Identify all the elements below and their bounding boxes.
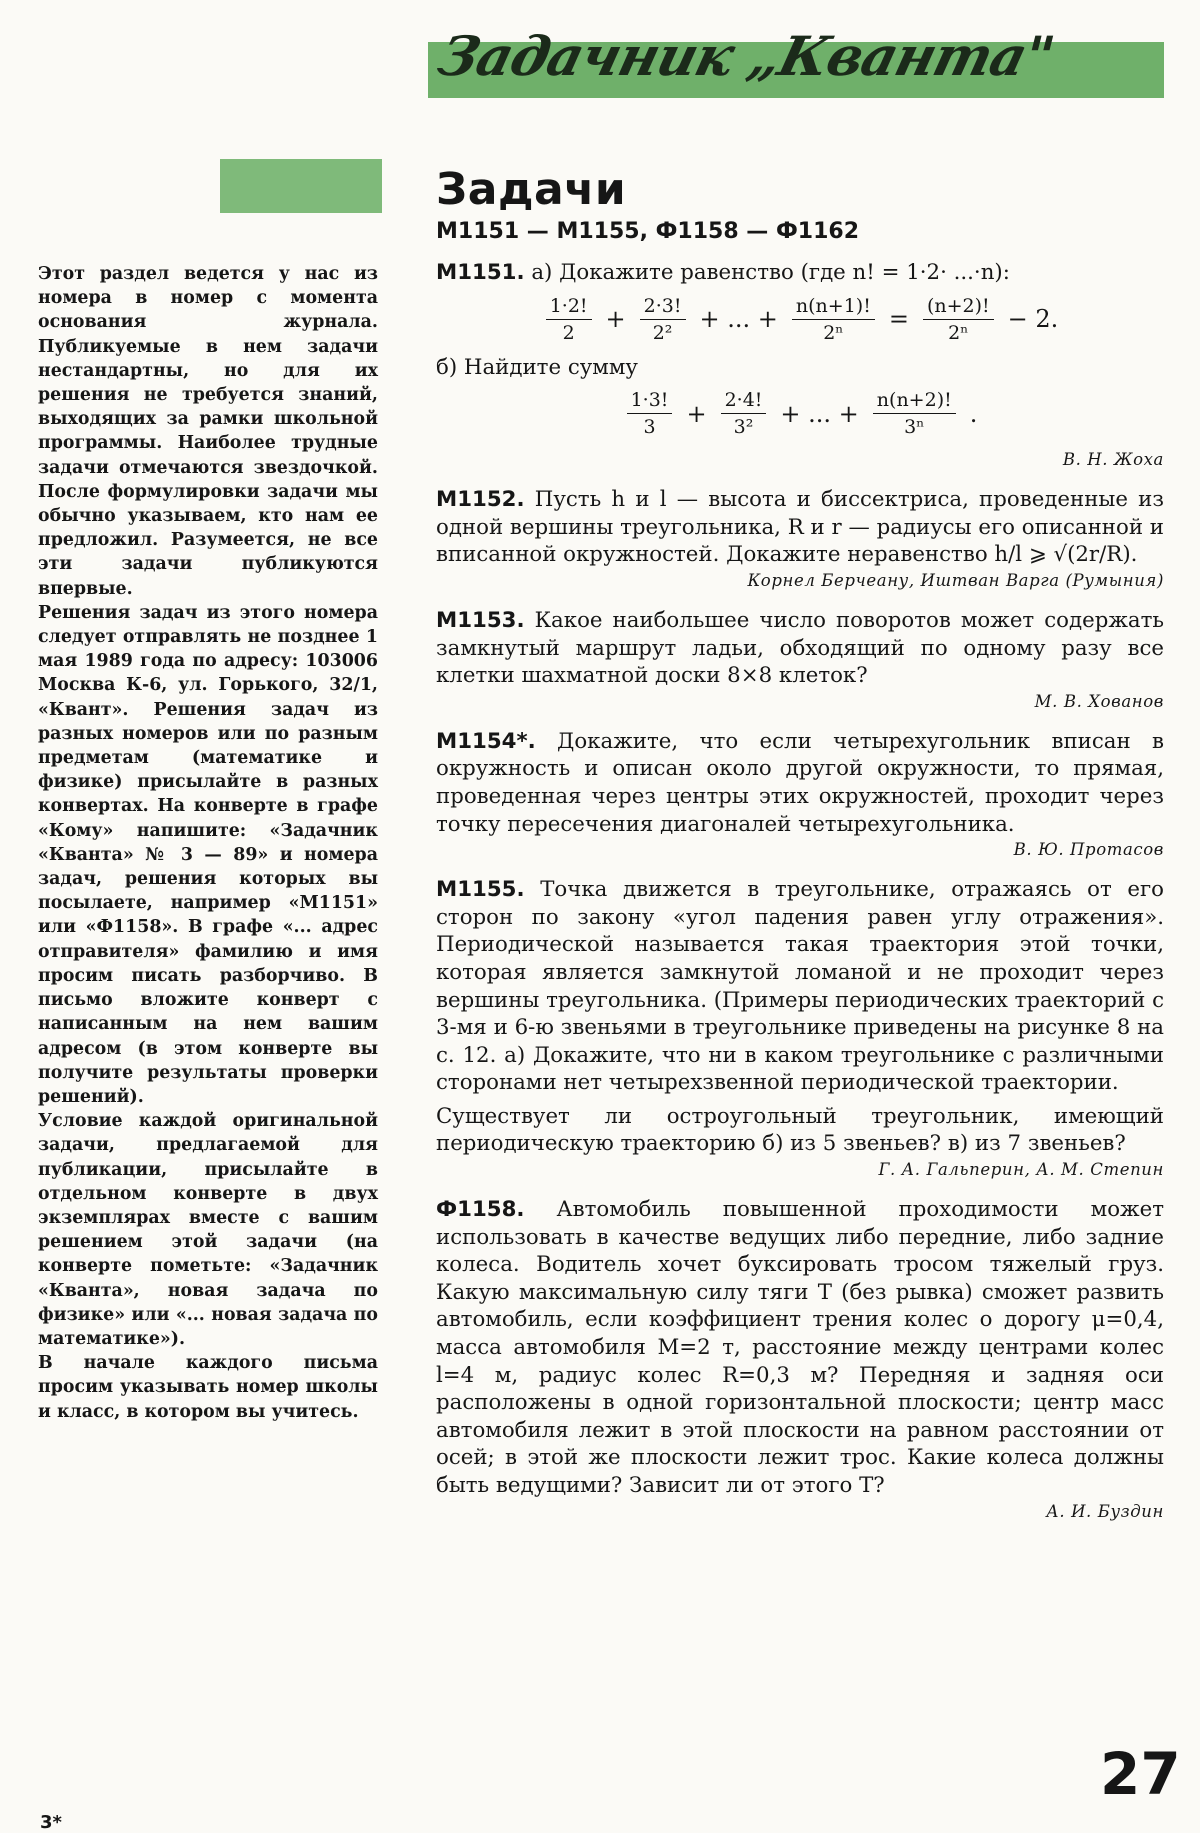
numerator: 2·4!: [721, 389, 767, 414]
problem-m1154: [436, 728, 1164, 838]
denominator: 3: [643, 416, 656, 439]
problem-m1151: [436, 259, 1164, 287]
formula-tail: − 2.: [1007, 305, 1059, 334]
problem-number: М1154*.: [436, 728, 536, 754]
banner-title: Задачник „Кванта": [432, 24, 1061, 88]
problem-author: М. В. Хованов: [1034, 691, 1164, 711]
problem-text: Докажите, что если четырехугольник вписан в окружность и описан около другой окружности, то прямая, проведенная через центры этих окружностей, проходит через точку пересечения диагоналей четырехугольника.: [436, 728, 1164, 837]
problem-text: Точка движется в треугольнике, отражаясь от его сторон по закону «угол падения равен углу отражения». Периодической называется такая траектория этой точки, которая является замкнутой ломаной и не проходит через вершины треугольника. (Примеры периодических траекторий с 3-мя и 6-ю звеньями в треугольнике приведены на рисунке 8 на с. 12. а) Докажите, что ни в каком треугольнике с различными сторонами нет четырехзвенной периодической траектории.: [436, 877, 1164, 1096]
problem-text: а) Докажите равенство (где n! = 1·2· ...·n):: [524, 260, 1010, 285]
numerator: n(n+2)!: [873, 389, 956, 414]
problem-number: М1153.: [436, 607, 525, 633]
problem-m1152: [436, 486, 1164, 569]
problem-number: М1151.: [436, 260, 525, 285]
fraction: [546, 295, 592, 344]
denominator: 3ⁿ: [904, 416, 925, 439]
problem-author: Корнел Берчеану, Иштван Варга (Румыния): [747, 570, 1164, 590]
problem-author: А. И. Буздин: [1046, 1501, 1164, 1521]
fraction: [721, 389, 767, 438]
fraction: [792, 295, 875, 344]
fraction: [640, 295, 686, 344]
problem-part-b: б) Найдите сумму: [436, 354, 638, 380]
formula-a: $\frac{1\cdot 2!}{2}$ + $\frac{2\cdot 3!}{\text{2²}}$ + ... + $\frac{n(n+1)!}{\text{2ⁿ}}$ = $\frac{(n+2)!}{\text{2ⁿ}}$ − 2.: [436, 295, 1164, 344]
page-number: 27: [1100, 1740, 1181, 1808]
denominator: 2ⁿ: [823, 321, 844, 344]
main-column: [436, 165, 1164, 1524]
sidebar-paragraph: В начале каждого письма просим указывать номер школы и класс, в котором вы учитесь.: [38, 1353, 378, 1422]
problem-author: В. Н. Жоха: [1062, 450, 1164, 470]
denominator: 2: [562, 321, 575, 344]
problem-number: М1155.: [436, 877, 525, 903]
problem-number: Ф1158.: [436, 1197, 525, 1223]
numerator: (n+2)!: [923, 295, 994, 320]
problem-number: М1152.: [436, 487, 525, 513]
sidebar-accent-block: [220, 159, 382, 213]
signature-mark: 3*: [40, 1812, 62, 1833]
fraction: [627, 389, 673, 438]
problem-m1155: [436, 876, 1164, 1097]
page-title: Задачи: [436, 164, 627, 215]
sidebar-paragraph: Этот раздел ведется у нас из номера в номер с момента основания журнала. Публикуемые в нем задачи нестандартны, но для их решения не требуется знаний, выходящих за рамки школьной программы. Наиболее трудные задачи отмечаются звездочкой. После формулировки задачи мы обычно указываем, кто нам ее предложил. Разумеется, не все эти задачи публикуются впервые.: [38, 264, 378, 599]
formula-tail: .: [969, 399, 978, 428]
problem-text: Автомобиль повышенной проходимости может использовать в качестве ведущих либо передние, либо задние колеса. Водитель хочет буксировать тросом тяжелый груз. Какую максимальную силу тяги T (без рывка) сможет развить автомобиль, если коэффициент трения колес о дорогу μ=0,4, масса автомобиля M=2 т, расстояние между центрами колес l=4 м, радиус колес R=0,3 м? Передняя и задняя оси расположены в одной горизонтальной плоскости; центр масс автомобиля лежит в этой плоскости на равном расстоянии от осей; в этой же плоскости лежит трос. Какие колеса должны быть ведущими? Зависит ли от этого T?: [436, 1197, 1164, 1498]
numerator: 1·2!: [546, 295, 592, 320]
problem-m1155-continued: Существует ли остроугольный треугольник, имеющий периодическую траекторию б) из 5 звеньев? в) из 7 звеньев?: [436, 1103, 1164, 1157]
fraction: [873, 389, 956, 438]
problem-m1153: [436, 607, 1164, 690]
page-subtitle: М1151 — М1155, Ф1158 — Ф1162: [436, 219, 859, 244]
denominator: 3²: [733, 416, 754, 439]
denominator: 2²: [652, 321, 673, 344]
formula-b: $\frac{1\cdot 3!}{3}$ + $\frac{2\cdot 4!}{\text{3²}}$ + ... + $\frac{n(n+2)!}{\text{3ⁿ}}$ .: [436, 389, 1164, 438]
sidebar-intro: [38, 262, 378, 1424]
numerator: 2·3!: [640, 295, 686, 320]
problem-f1158: [436, 1196, 1164, 1500]
problem-text: Пусть h и l — высота и биссектриса, проведенные из одной вершины треугольника, R и r — радиусы его описанной и вписанной окружностей. Докажите неравенство h/l ⩾ √(2r/R).: [436, 487, 1164, 568]
sidebar-paragraph: Условие каждой оригинальной задачи, предлагаемой для публикации, присылайте в отдельном конверте в двух экземплярах вместе с вашим решением этой задачи (на конверте пометьте: «Задачник «Кванта», новая задача по физике» или «... новая задача по математике»).: [38, 1111, 378, 1349]
numerator: n(n+1)!: [792, 295, 875, 320]
problem-text: Какое наибольшее число поворотов может содержать замкнутый маршрут ладьи, обходящий по одному разу все клетки шахматной доски 8×8 клеток?: [436, 607, 1164, 689]
problem-author: Г. А. Гальперин, А. М. Степин: [878, 1160, 1164, 1180]
denominator: 2ⁿ: [948, 321, 969, 344]
fraction: [923, 295, 994, 344]
problem-author: В. Ю. Протасов: [1013, 840, 1164, 860]
numerator: 1·3!: [627, 389, 673, 414]
sidebar-paragraph: Решения задач из этого номера следует отправлять не позднее 1 мая 1989 года по адресу: 103006 Москва К-6, ул. Горького, 32/1, «Квант». Решения задач из разных номеров или по разным предметам (математике и физике) присылайте в разных конвертах. На конверте в графе «Кому» напишите: «Задачник «Кванта» № 3 — 89» и номера задач, решения которых вы посылаете, например «М1151» или «Ф1158». В графе «... адрес отправителя» фамилию и имя просим писать разборчиво. В письмо вложите конверт с написанным на нем вашим адресом (в этом конверте вы получите результаты проверки решений).: [38, 602, 378, 1107]
